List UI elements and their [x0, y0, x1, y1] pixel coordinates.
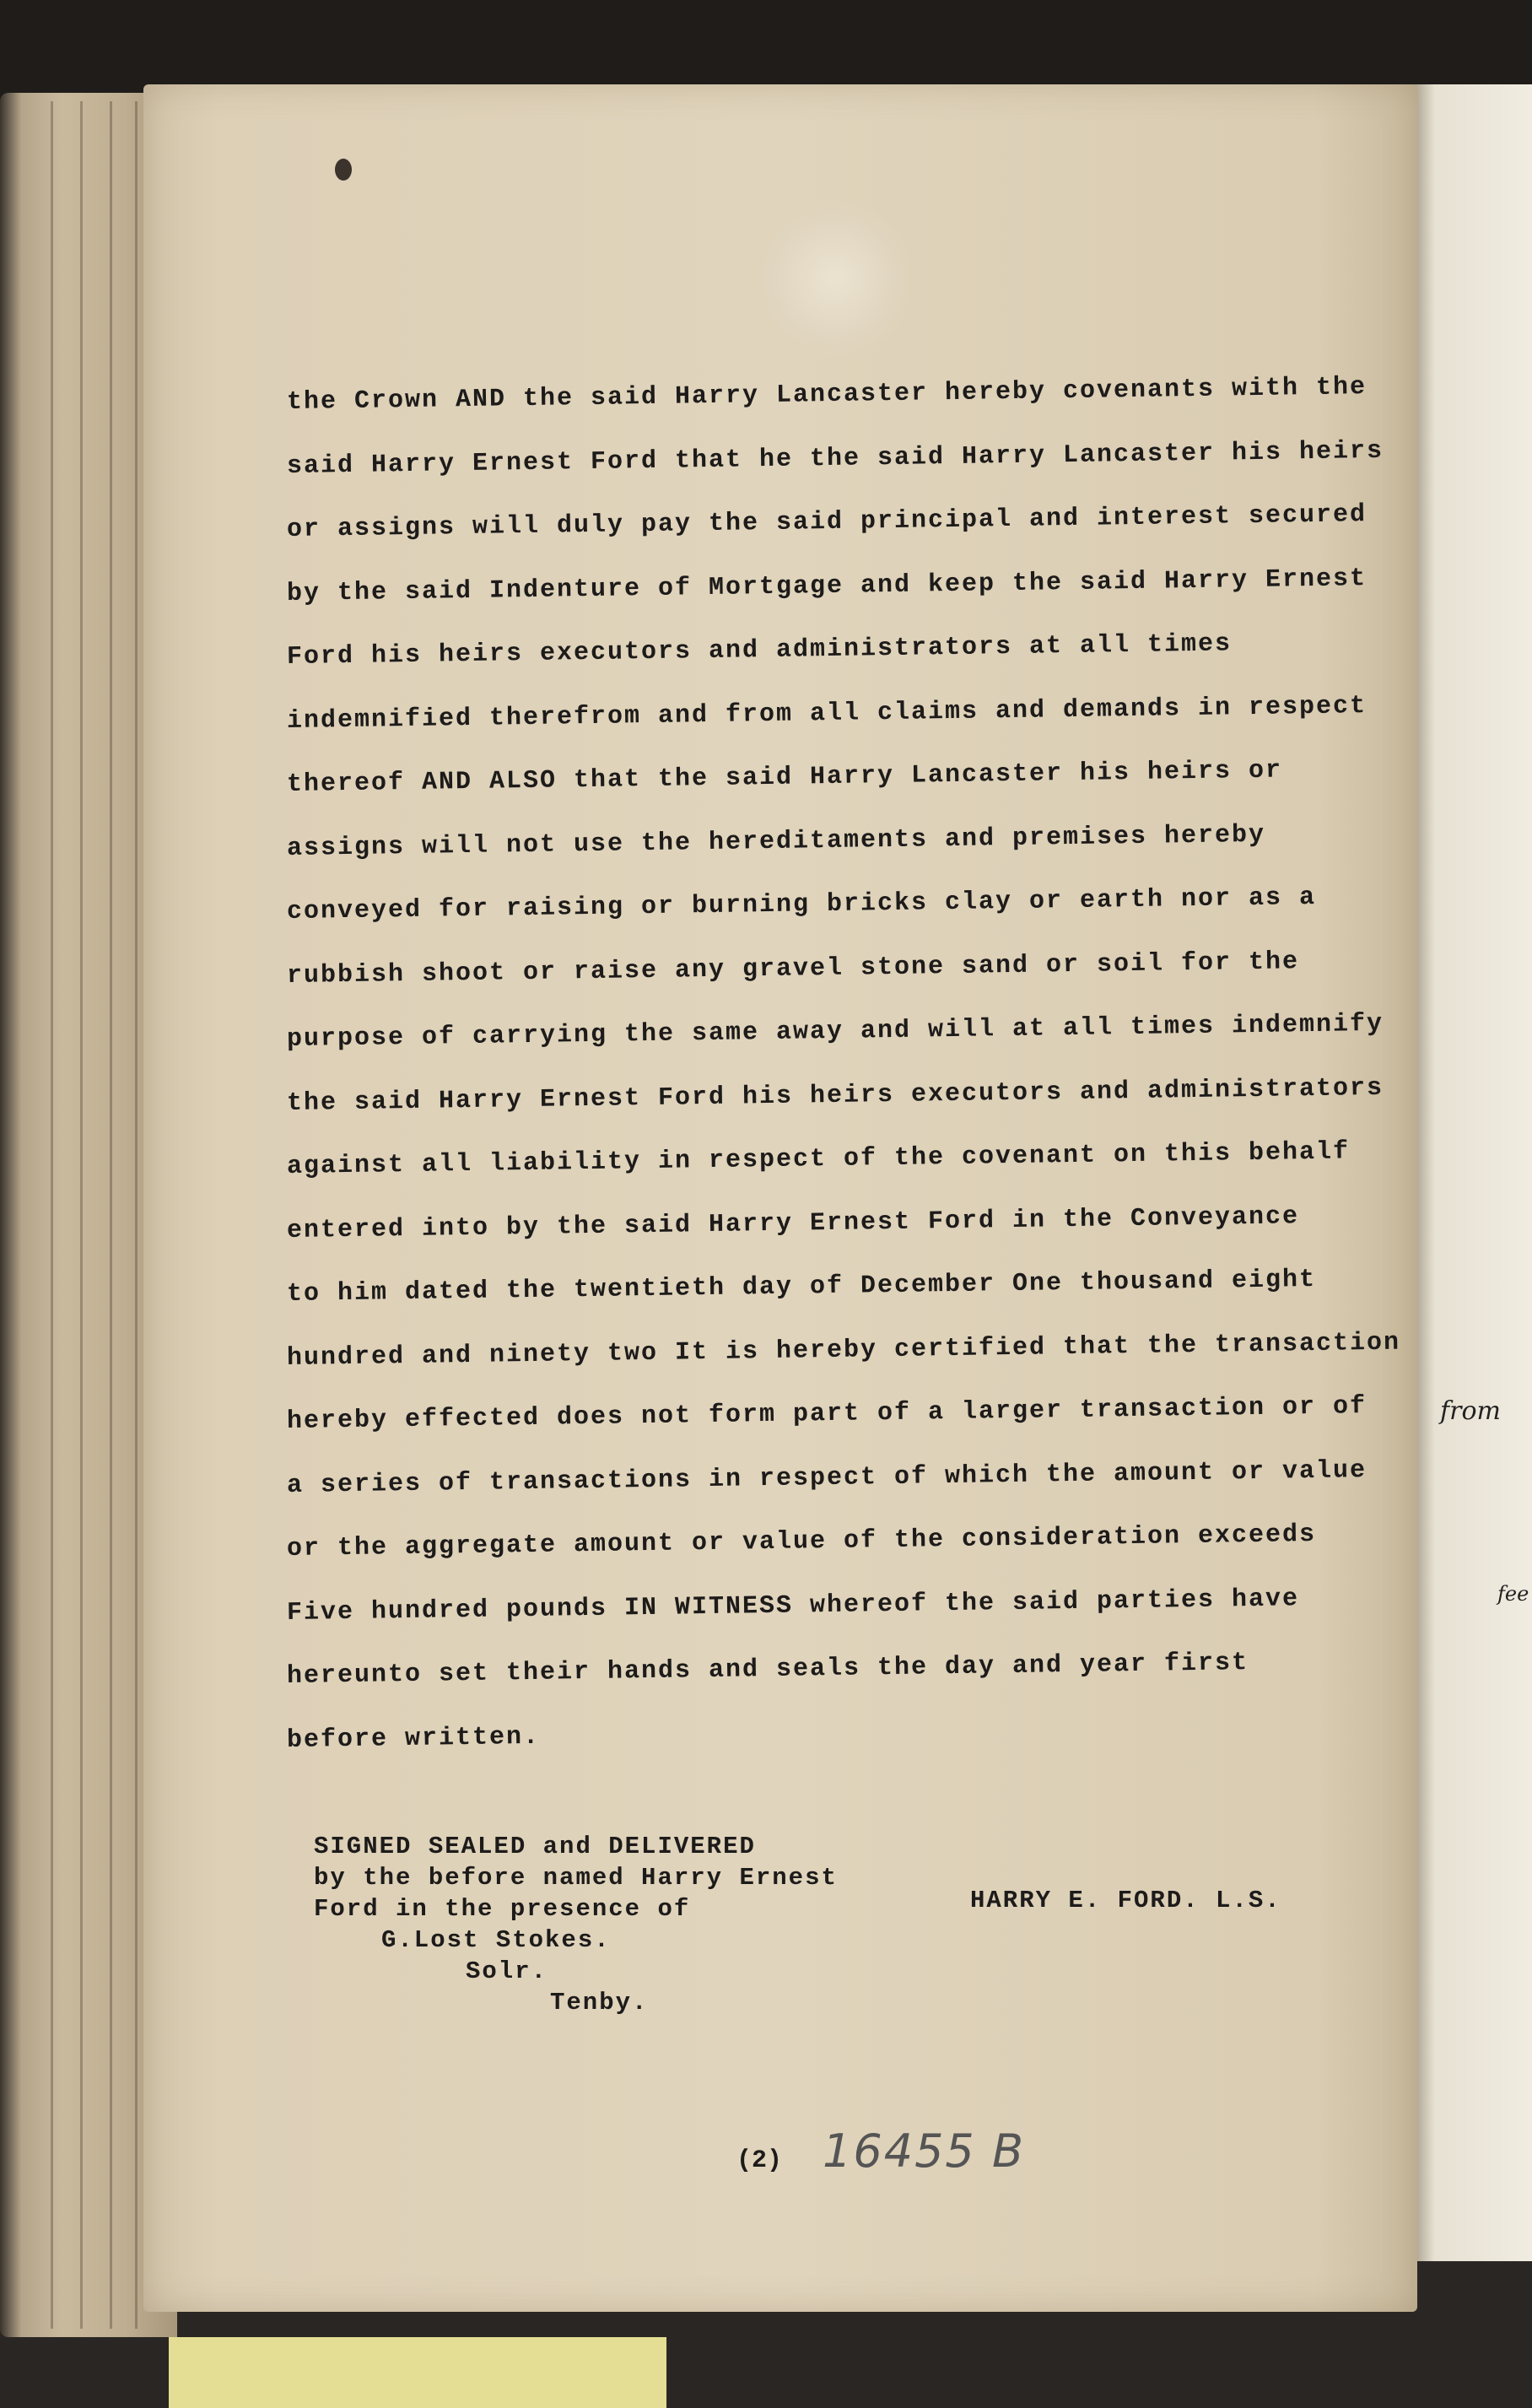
body-line: by the said Indenture of Mortgage and keep the said Harry Ernest: [286, 564, 1367, 608]
page-number: (2): [736, 2146, 783, 2175]
body-line: rubbish shoot or raise any gravel stone sand or soil for the: [286, 947, 1300, 991]
witness-name: G.Lost Stokes.: [381, 1926, 611, 1954]
right-page-note: from: [1440, 1396, 1501, 1426]
right-page-note: fee: [1497, 1582, 1529, 1606]
body-line: thereof AND ALSO that the said Harry Lancaster his heirs or: [286, 756, 1283, 799]
witness-town: Tenby.: [550, 1989, 649, 2017]
witness-title: Solr.: [466, 1957, 548, 1985]
yellow-tab: [169, 2337, 666, 2408]
body-line: to him dated the twentieth day of December One thousand eight: [286, 1265, 1317, 1309]
body-line: hundred and ninety two It is hereby certified that the transaction: [286, 1328, 1401, 1373]
signature-block: [314, 1831, 904, 2018]
body-line: or assigns will duly pay the said principal and interest secured: [286, 500, 1367, 544]
page-edge: [80, 101, 83, 2329]
body-line: Five hundred pounds IN WITNESS whereof the said parties have: [286, 1584, 1300, 1628]
body-line: Ford his heirs executors and administrators at all times: [286, 629, 1233, 672]
body-line: said Harry Ernest Ford that he the said Harry Lancaster his heirs: [286, 436, 1384, 481]
right-page: [1413, 84, 1532, 2261]
page-edge: [51, 101, 53, 2329]
body-line: the Crown AND the said Harry Lancaster hereby covenants with the: [286, 373, 1367, 417]
signature-line: Ford in the presence of: [314, 1895, 691, 1923]
body-line: hereunto set their hands and seals the day and year first: [286, 1649, 1249, 1691]
page-edge: [110, 101, 112, 2329]
punch-hole: [335, 159, 352, 181]
body-line: before written.: [286, 1722, 541, 1755]
page-edge: [135, 101, 138, 2329]
body-line: purpose of carrying the same away and will at all times indemnify: [286, 1009, 1384, 1054]
signature-line: SIGNED SEALED and DELIVERED: [314, 1833, 756, 1860]
body-line: the said Harry Ernest Ford his heirs executors and administrators: [286, 1073, 1384, 1118]
body-line: hereby effected does not form part of a larger transaction or of: [286, 1392, 1367, 1436]
body-line: against all liability in respect of the covenant on this behalf: [286, 1137, 1351, 1181]
document-body: [287, 371, 1400, 1773]
body-line: indemnified therefrom and from all claims and demands in respect: [286, 691, 1367, 736]
body-line: a series of transactions in respect of which the amount or value: [286, 1455, 1367, 1500]
signatory-name: HARRY E. FORD. L.S.: [970, 1887, 1281, 1914]
body-line: assigns will not use the hereditaments and premises hereby: [286, 820, 1266, 863]
handwritten-reference: 16455 B: [823, 2125, 1025, 2178]
body-line: entered into by the said Harry Ernest Ford in the Conveyance: [286, 1201, 1300, 1245]
embossed-seal: [751, 198, 920, 359]
signature-line: by the before named Harry Ernest: [314, 1864, 838, 1892]
body-line: or the aggregate amount or value of the consideration exceeds: [286, 1520, 1317, 1563]
body-line: conveyed for raising or burning bricks clay or earth nor as a: [286, 883, 1317, 926]
